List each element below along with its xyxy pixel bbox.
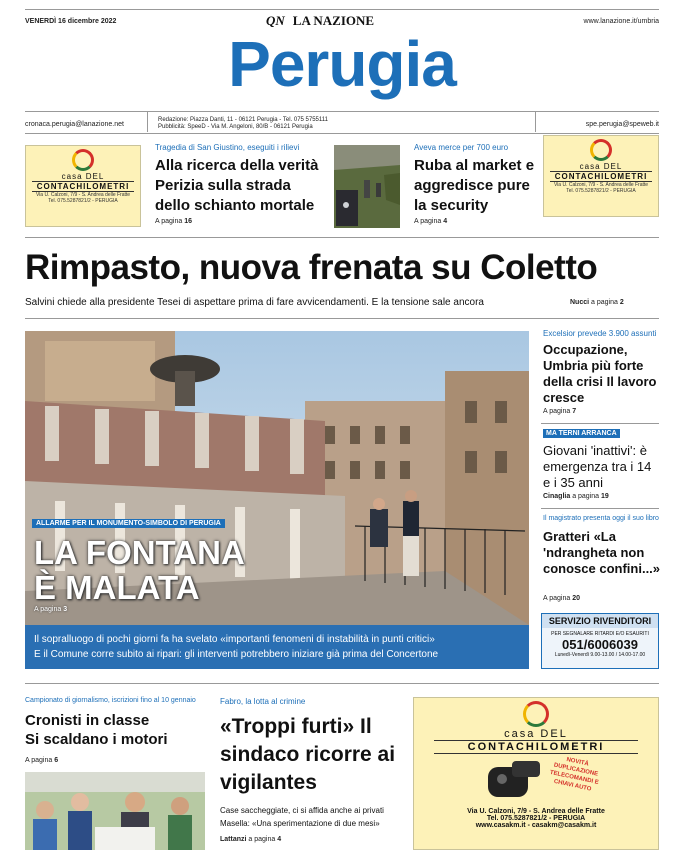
car-key-icon: [484, 759, 544, 803]
ad-contachilometri-left[interactable]: casa DEL CONTACHILOMETRI Via U. Calzoni, 7/9 - S. Andrea delle Fratte Tel. 075.5287821/2 - PERUGIA: [25, 145, 141, 227]
top-right-page: A pagina 4: [414, 218, 448, 225]
bm-headline[interactable]: «Troppi furti» Il sindaco ricorre ai vigilantes: [220, 715, 396, 794]
s3-headline[interactable]: Gratteri «La 'ndrangheta non conosce confini...»: [543, 529, 661, 576]
photo-caption-2: E il Comune corre subito ai ripari: gli interventi potrebbero iniziare già prima del Concertone: [34, 649, 439, 660]
brand-name: LA NAZIONE: [292, 13, 375, 28]
service-box: [541, 613, 659, 669]
s1-kicker: Excelsior prevede 3.900 assunti: [543, 329, 657, 338]
bm-page: Lattanzi a pagina 4: [220, 836, 282, 843]
top-right-headline[interactable]: Ruba al market e aggredisce pure la security: [414, 157, 535, 214]
promo-text: NOVITÀ DUPLICAZIONE TELECOMANDI E CHIAVI AUTO: [549, 756, 600, 793]
bl-kicker: Campionato di giornalismo, iscrizioni fino al 10 gennaio: [25, 697, 196, 704]
top-left-page: A pagina 16: [155, 218, 192, 225]
masthead-url[interactable]: www.lanazione.it/umbria: [583, 18, 659, 25]
top-left-headline[interactable]: Alla ricerca della verità Perizia sulla strada dello schianto mortale: [155, 157, 319, 214]
ad-contachilometri-right[interactable]: casa DEL CONTACHILOMETRI Via U. Calzoni, 7/9 - S. Andrea delle Fratte Tel. 075.5287821/2 - PERUGIA: [543, 135, 659, 217]
ad-contachilometri-big[interactable]: casa DEL CONTACHILOMETRI NOVITÀ DUPLICAZIONE TELECOMANDI E CHIAVI AUTO Via U. Calzoni, 7/9 - S. Andrea delle Fratte Tel. 075.5287821/2 - PERUGIA www.casakm.it - casakm@casakm.it: [413, 697, 659, 850]
bl-headline-2[interactable]: Si scaldano i motori: [25, 731, 168, 748]
main-page: Nucci a pagina 2: [570, 299, 624, 306]
bl-page: A pagina 6: [25, 757, 59, 764]
logo-icon: [523, 701, 549, 727]
bl-headline-1[interactable]: Cronisti in classe: [25, 712, 150, 729]
service-hours: Lunedì-Venerdì 9.00-13.00 / 14.00-17.00: [554, 652, 646, 658]
email-right[interactable]: spe.perugia@speweb.it: [585, 121, 659, 128]
redazione: Redazione: Piazza Danti, 11 - 06121 Perugia - Tel. 075 5755111: [158, 117, 329, 123]
photo-page: A pagina 3: [34, 606, 68, 613]
service-title: SERVIZIO RIVENDITORI: [542, 614, 658, 628]
photo-caption-box: [25, 625, 529, 669]
city-title: Perugia: [228, 28, 456, 100]
service-sub: PER SEGNALARE RITARDI E/O ESAURITI: [551, 631, 649, 637]
main-summary: Salvini chiede alla presidente Tesei di aspettare prima di fare avvicendamenti. E la tensione sale ancora: [25, 297, 484, 308]
photo-caption-1: Il sopralluogo di pochi giorni fa ha svelato «importanti fenomeni di instabilità in punti critici»: [34, 634, 435, 645]
photo-headline-2[interactable]: È MALATA: [34, 569, 200, 606]
email-left[interactable]: cronaca.perugia@lanazione.net: [25, 121, 124, 128]
top-right-kicker: Aveva merce per 700 euro: [414, 143, 509, 152]
s1-page: A pagina 7: [543, 408, 577, 415]
s3-page: A pagina 20: [543, 595, 580, 602]
students-photo: [25, 772, 205, 850]
brand-short: QN: [266, 13, 285, 28]
masthead-date: VENERDÌ 16 dicembre 2022: [25, 18, 117, 25]
photo-headline-1[interactable]: LA FONTANA: [34, 534, 245, 571]
service-phone[interactable]: 051/6006039: [562, 637, 638, 652]
logo-icon: [72, 149, 94, 171]
bm-kicker: Fabro, la lotta al crimine: [220, 697, 306, 706]
photo-kicker: ALLARME PER IL MONUMENTO-SIMBOLO DI PERUGIA: [32, 519, 225, 528]
bm-summary-1: Case saccheggiate, ci si affida anche ai privati: [220, 806, 384, 815]
main-headline[interactable]: Rimpasto, nuova frenata su Coletto: [25, 248, 598, 287]
bm-summary-2: Masella: «Una sperimentazione di due mesi»: [220, 819, 380, 828]
s2-headline[interactable]: Giovani 'inattivi': è emergenza tra i 14 e i 35 anni: [543, 443, 652, 490]
logo-icon: [590, 139, 612, 161]
s3-kicker: Il magistrato presenta oggi il suo libro: [543, 515, 659, 522]
s1-headline[interactable]: Occupazione, Umbria più forte della crisi Il lavoro cresce: [543, 342, 657, 405]
s2-page: Cinaglia a pagina 19: [543, 493, 609, 500]
pubblicita: Pubblicità: SpeeD - Via M. Angeloni, 80/B - 06121 Perugia: [158, 124, 313, 130]
crash-photo: [334, 145, 400, 228]
top-left-kicker: Tragedia di San Giustino, eseguiti i rilievi: [155, 143, 300, 152]
s2-kicker: MA TERNI ARRANCA: [543, 429, 620, 438]
